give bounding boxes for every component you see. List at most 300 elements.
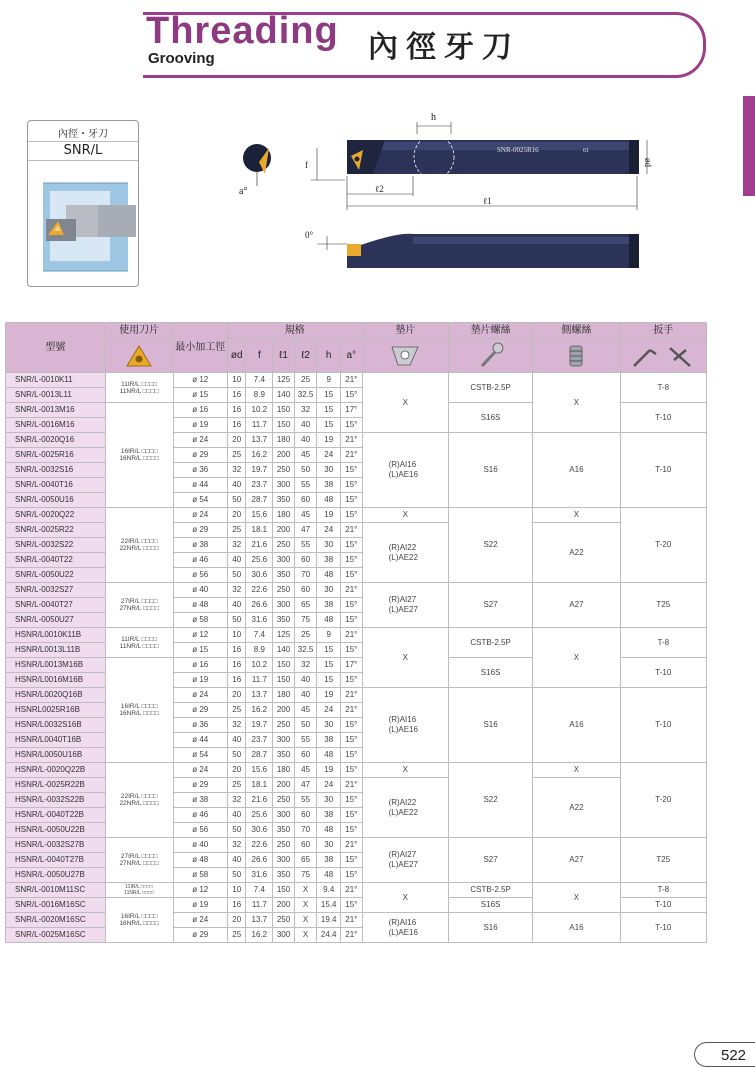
side-screw-cell: A22 [533, 778, 620, 838]
l1-cell: 350 [273, 493, 295, 508]
shim-cell: (R)AI27 (L)AE27 [362, 838, 448, 883]
f-cell: 8.9 [246, 643, 273, 658]
a-cell: 15° [341, 718, 363, 733]
shim-cell: (R)AI16 (L)AE16 [362, 433, 448, 508]
shim-cell: X [362, 508, 448, 523]
col-header-insert: 使用刀片 [105, 323, 173, 339]
h-cell: 15.4 [317, 898, 341, 913]
l1-cell: 150 [273, 658, 295, 673]
min-bore-cell: ø 12 [173, 628, 227, 643]
l2-cell: 55 [294, 733, 317, 748]
d-cell: 40 [227, 478, 246, 493]
d-cell: 20 [227, 763, 246, 778]
d-cell: 10 [227, 373, 246, 388]
h-cell: 30 [317, 718, 341, 733]
min-bore-cell: ø 15 [173, 643, 227, 658]
min-bore-cell: ø 15 [173, 388, 227, 403]
wrench-cell: T-10 [620, 433, 706, 508]
l1-cell: 350 [273, 868, 295, 883]
a-cell: 17° [341, 403, 363, 418]
d-cell: 40 [227, 553, 246, 568]
min-bore-cell: ø 29 [173, 703, 227, 718]
model-cell: SNR/L-0032S16 [6, 463, 106, 478]
shim-cell: X [362, 373, 448, 433]
min-bore-cell: ø 16 [173, 658, 227, 673]
l2-cell: 50 [294, 463, 317, 478]
wrench-cell: T-10 [620, 403, 706, 433]
shim-screw-cell: S16 [448, 688, 532, 763]
l1-cell: 180 [273, 433, 295, 448]
shim-screw-cell: S22 [448, 763, 532, 838]
h-cell: 24 [317, 703, 341, 718]
a-cell: 15° [341, 553, 363, 568]
d-cell: 50 [227, 613, 246, 628]
model-cell: HSNR/L-0050U27B [6, 868, 106, 883]
product-illustration [28, 161, 138, 286]
d-cell: 32 [227, 718, 246, 733]
l2-cell: 55 [294, 793, 317, 808]
h-cell: 15 [317, 403, 341, 418]
col-header-side-screw: 側螺絲 [533, 323, 620, 339]
model-cell: SNR/L-0032S27 [6, 583, 106, 598]
min-bore-cell: ø 54 [173, 748, 227, 763]
f-cell: 26.6 [246, 853, 273, 868]
model-cell: HSNR/L-0020Q22B [6, 763, 106, 778]
a-cell: 21° [341, 583, 363, 598]
model-cell: SNR/L-0020Q16 [6, 433, 106, 448]
a-cell: 15° [341, 463, 363, 478]
l2-cell: 65 [294, 598, 317, 613]
l1-cell: 140 [273, 388, 295, 403]
h-cell: 24 [317, 778, 341, 793]
product-code: SNR/L [28, 141, 138, 161]
model-cell: HSNR/L0013L11B [6, 643, 106, 658]
shim-screw-cell: S27 [448, 838, 532, 883]
l2-cell: 40 [294, 688, 317, 703]
table-row [6, 883, 707, 898]
l2-cell: 25 [294, 373, 317, 388]
shim-screw-cell: CSTB-2.5P [448, 628, 532, 658]
wrench-cell: T25 [620, 838, 706, 883]
col-header-wrench: 扳手 [620, 323, 706, 339]
a-cell: 21° [341, 448, 363, 463]
side-screw-cell: X [533, 628, 620, 688]
h-cell: 15 [317, 658, 341, 673]
model-cell: HSNR/L0050U16B [6, 748, 106, 763]
h-cell: 38 [317, 733, 341, 748]
min-bore-cell: ø 24 [173, 433, 227, 448]
l1-cell: 180 [273, 508, 295, 523]
a-cell: 15° [341, 538, 363, 553]
model-cell: HSNR/L0016M16B [6, 673, 106, 688]
h-cell: 15 [317, 673, 341, 688]
f-cell: 22.6 [246, 583, 273, 598]
min-bore-cell: ø 58 [173, 613, 227, 628]
insert-cell: 16IR/L □□□□ 16NR/L □□□□ [105, 898, 173, 943]
a-cell: 15° [341, 418, 363, 433]
a-cell: 15° [341, 613, 363, 628]
shim-cell: (R)AI16 (L)AE16 [362, 688, 448, 763]
shim-screw-cell: S16 [448, 433, 532, 508]
a-cell: 15° [341, 568, 363, 583]
page-title: Threading [146, 10, 339, 52]
a-cell: 15° [341, 853, 363, 868]
model-cell: SNR/L-0025M16SC [6, 928, 106, 943]
min-bore-cell: ø 38 [173, 793, 227, 808]
d-cell: 16 [227, 388, 246, 403]
min-bore-cell: ø 36 [173, 463, 227, 478]
min-bore-cell: ø 48 [173, 598, 227, 613]
shim-cell: X [362, 628, 448, 688]
col-header-h: h [317, 339, 341, 373]
f-cell: 21.6 [246, 538, 273, 553]
f-cell: 11.7 [246, 673, 273, 688]
l2-cell: X [294, 928, 317, 943]
h-cell: 15 [317, 643, 341, 658]
l2-cell: 60 [294, 808, 317, 823]
f-cell: 10.2 [246, 658, 273, 673]
l1-cell: 250 [273, 463, 295, 478]
shim-cell: (R)AI22 (L)AE22 [362, 778, 448, 838]
d-cell: 40 [227, 808, 246, 823]
model-cell: SNR/L-0016M16 [6, 418, 106, 433]
l2-cell: 40 [294, 433, 317, 448]
insert-cell: 11IR/L □□□□ 11NR/L □□□□ [105, 628, 173, 658]
h-cell: 24.4 [317, 928, 341, 943]
side-screw-cell: X [533, 763, 620, 778]
col-header-model: 型號 [6, 323, 106, 373]
f-cell: 13.7 [246, 688, 273, 703]
side-screw-cell: X [533, 883, 620, 913]
col-header-l2: ℓ2 [294, 339, 317, 373]
min-bore-cell: ø 56 [173, 823, 227, 838]
table-row [6, 838, 707, 853]
angle-a-label: a° [239, 186, 248, 197]
min-bore-cell: ø 12 [173, 373, 227, 388]
min-bore-cell: ø 16 [173, 403, 227, 418]
l2-cell: 60 [294, 553, 317, 568]
a-cell: 15° [341, 493, 363, 508]
l1-cell: 250 [273, 838, 295, 853]
l2-cell: 55 [294, 538, 317, 553]
d-cell: 32 [227, 793, 246, 808]
l2-cell: 65 [294, 853, 317, 868]
col-header-f: f [246, 339, 273, 373]
d-cell: 32 [227, 583, 246, 598]
f-cell: 16.2 [246, 448, 273, 463]
h-cell: 48 [317, 493, 341, 508]
f-cell: 19.7 [246, 463, 273, 478]
model-cell: SNR/L-0050U16 [6, 493, 106, 508]
dim-d-label: ød [643, 158, 653, 167]
model-cell: SNR/L-0013L11 [6, 388, 106, 403]
d-cell: 32 [227, 463, 246, 478]
h-cell: 30 [317, 583, 341, 598]
d-cell: 50 [227, 823, 246, 838]
min-bore-cell: ø 19 [173, 418, 227, 433]
a-cell: 21° [341, 703, 363, 718]
l1-cell: 200 [273, 778, 295, 793]
d-cell: 50 [227, 748, 246, 763]
a-cell: 15° [341, 643, 363, 658]
d-cell: 50 [227, 868, 246, 883]
a-cell: 21° [341, 373, 363, 388]
l1-cell: 350 [273, 748, 295, 763]
f-cell: 30.6 [246, 823, 273, 838]
dim-h-label: h [431, 112, 436, 123]
d-cell: 16 [227, 418, 246, 433]
product-card [27, 120, 139, 287]
h-cell: 30 [317, 463, 341, 478]
shim-screw-cell: S16S [448, 403, 532, 433]
page-number: 522 [694, 1042, 755, 1067]
l1-cell: 250 [273, 718, 295, 733]
h-cell: 9.4 [317, 883, 341, 898]
h-cell: 38 [317, 598, 341, 613]
d-cell: 25 [227, 523, 246, 538]
h-cell: 48 [317, 748, 341, 763]
shim-screw-cell: S27 [448, 583, 532, 628]
insert-cell: 22IR/L □□□□ 22NR/L □□□□ [105, 763, 173, 838]
a-cell: 21° [341, 928, 363, 943]
insert-cell: 27IR/L □□□□ 27NR/L □□□□ [105, 838, 173, 883]
min-bore-cell: ø 29 [173, 523, 227, 538]
wrench-cell: T-20 [620, 508, 706, 583]
side-screw-cell: A16 [533, 433, 620, 508]
l2-cell: 60 [294, 583, 317, 598]
min-bore-cell: ø 24 [173, 913, 227, 928]
a-cell: 17° [341, 658, 363, 673]
col-header-d: ød [227, 339, 246, 373]
l2-cell: 32.5 [294, 643, 317, 658]
shim-screw-cell: S16S [448, 898, 532, 913]
l2-cell: 60 [294, 838, 317, 853]
model-cell: HSNR/L-0032S27B [6, 838, 106, 853]
dim-l1-label: ℓ1 [483, 196, 492, 206]
model-cell: HSNR/L-0050U22B [6, 823, 106, 838]
l1-cell: 300 [273, 928, 295, 943]
h-cell: 19 [317, 763, 341, 778]
l1-cell: 125 [273, 628, 295, 643]
d-cell: 16 [227, 403, 246, 418]
l1-cell: 350 [273, 823, 295, 838]
shim-screw-cell: S16 [448, 913, 532, 943]
h-cell: 15 [317, 388, 341, 403]
l1-cell: 300 [273, 853, 295, 868]
l1-cell: 150 [273, 403, 295, 418]
l1-cell: 150 [273, 673, 295, 688]
wrench-cell: T-20 [620, 763, 706, 838]
a-cell: 15° [341, 508, 363, 523]
f-cell: 11.7 [246, 418, 273, 433]
table-row [6, 508, 707, 523]
f-cell: 21.6 [246, 793, 273, 808]
col-header-a: a° [341, 339, 363, 373]
f-cell: 15.6 [246, 763, 273, 778]
f-cell: 18.1 [246, 523, 273, 538]
f-cell: 7.4 [246, 883, 273, 898]
model-cell: SNR/L-0020M16SC [6, 913, 106, 928]
model-cell: SNR/L-0050U22 [6, 568, 106, 583]
a-cell: 21° [341, 628, 363, 643]
side-screw-cell: A16 [533, 688, 620, 763]
l1-cell: 300 [273, 478, 295, 493]
min-bore-cell: ø 36 [173, 718, 227, 733]
h-cell: 15 [317, 418, 341, 433]
l1-cell: 200 [273, 898, 295, 913]
f-cell: 10.2 [246, 403, 273, 418]
min-bore-cell: ø 24 [173, 688, 227, 703]
l2-cell: X [294, 913, 317, 928]
model-cell: HSNR/L0020Q16B [6, 688, 106, 703]
d-cell: 16 [227, 643, 246, 658]
f-cell: 7.4 [246, 628, 273, 643]
model-cell: HSNR/L-0025R22B [6, 778, 106, 793]
d-cell: 20 [227, 508, 246, 523]
tool-marking: SNR-0025R16 [497, 146, 539, 154]
f-cell: 26.6 [246, 598, 273, 613]
shim-cell: (R)AI22 (L)AE22 [362, 523, 448, 583]
l1-cell: 250 [273, 538, 295, 553]
insert-icon [105, 339, 173, 373]
min-bore-cell: ø 29 [173, 448, 227, 463]
model-cell: SNR/L-0050U27 [6, 613, 106, 628]
spec-table [5, 322, 707, 943]
h-cell: 38 [317, 553, 341, 568]
l2-cell: 60 [294, 748, 317, 763]
min-bore-cell: ø 40 [173, 838, 227, 853]
d-cell: 50 [227, 493, 246, 508]
a-cell: 21° [341, 838, 363, 853]
h-cell: 30 [317, 793, 341, 808]
l2-cell: 32 [294, 658, 317, 673]
shim-cell: (R)AI27 (L)AE27 [362, 583, 448, 628]
shim-icon [362, 339, 448, 373]
f-cell: 15.6 [246, 508, 273, 523]
model-cell: SNR/L-0013M16 [6, 403, 106, 418]
min-bore-cell: ø 40 [173, 583, 227, 598]
d-cell: 20 [227, 688, 246, 703]
f-cell: 31.6 [246, 868, 273, 883]
l1-cell: 350 [273, 568, 295, 583]
d-cell: 25 [227, 448, 246, 463]
model-cell: HSNR/L-0032S22B [6, 793, 106, 808]
min-bore-cell: ø 24 [173, 508, 227, 523]
a-cell: 15° [341, 763, 363, 778]
col-header-shim-screw: 墊片螺絲 [448, 323, 532, 339]
model-cell: HSNR/L-0040T27B [6, 853, 106, 868]
wrench-cell: T-10 [620, 898, 706, 913]
min-bore-cell: ø 46 [173, 808, 227, 823]
section-tab [743, 96, 755, 196]
wrench-cell: T-8 [620, 883, 706, 898]
model-cell: HSNR/L0013M16B [6, 658, 106, 673]
l2-cell: 47 [294, 778, 317, 793]
min-bore-cell: ø 29 [173, 928, 227, 943]
d-cell: 40 [227, 598, 246, 613]
h-cell: 9 [317, 373, 341, 388]
side-screw-cell: X [533, 508, 620, 523]
f-cell: 25.6 [246, 808, 273, 823]
a-cell: 15° [341, 733, 363, 748]
l1-cell: 300 [273, 598, 295, 613]
l1-cell: 150 [273, 883, 295, 898]
shim-cell: (R)AI16 (L)AE16 [362, 913, 448, 943]
col-header-spec: 規格 [227, 323, 362, 339]
col-header-min-bore: 最小加工徑 [173, 323, 227, 373]
min-bore-cell: ø 19 [173, 898, 227, 913]
side-screw-cell: A22 [533, 523, 620, 583]
page-title-cn: 內徑牙刀 [368, 30, 520, 65]
l2-cell: 45 [294, 508, 317, 523]
a-cell: 21° [341, 883, 363, 898]
model-cell: SNR/L-0020Q22 [6, 508, 106, 523]
wrench-cell: T-10 [620, 658, 706, 688]
f-cell: 11.7 [246, 898, 273, 913]
col-header-shim: 墊片 [362, 323, 448, 339]
f-cell: 31.6 [246, 613, 273, 628]
model-cell: SNR/L-0025R22 [6, 523, 106, 538]
l1-cell: 300 [273, 808, 295, 823]
min-bore-cell: ø 24 [173, 763, 227, 778]
insert-cell: 22IR/L □□□□ 22NR/L □□□□ [105, 508, 173, 583]
model-cell: HSNR/L0040T16B [6, 733, 106, 748]
l1-cell: 200 [273, 448, 295, 463]
tool-marking-2: 61 [583, 148, 589, 154]
model-cell: HSNR/L0032S16B [6, 718, 106, 733]
h-cell: 48 [317, 613, 341, 628]
model-cell: HSNRL0025R16B [6, 703, 106, 718]
l1-cell: 200 [273, 703, 295, 718]
l2-cell: 40 [294, 673, 317, 688]
l2-cell: 25 [294, 628, 317, 643]
l1-cell: 250 [273, 793, 295, 808]
l2-cell: 75 [294, 613, 317, 628]
l1-cell: 150 [273, 418, 295, 433]
l1-cell: 250 [273, 913, 295, 928]
min-bore-cell: ø 12 [173, 883, 227, 898]
shim-screw-cell: CSTB-2.5P [448, 883, 532, 898]
min-bore-cell: ø 38 [173, 538, 227, 553]
a-cell: 15° [341, 598, 363, 613]
d-cell: 25 [227, 928, 246, 943]
f-cell: 18.1 [246, 778, 273, 793]
l2-cell: 32 [294, 403, 317, 418]
l2-cell: X [294, 883, 317, 898]
model-cell: SNR/L-0016M16SC [6, 898, 106, 913]
wrench-cell: T-8 [620, 373, 706, 403]
side-screw-cell: A16 [533, 913, 620, 943]
insert-cell: 16IR/L □□□□ 16NR/L □□□□ [105, 403, 173, 508]
d-cell: 16 [227, 673, 246, 688]
f-cell: 13.7 [246, 913, 273, 928]
l1-cell: 125 [273, 373, 295, 388]
a-cell: 21° [341, 778, 363, 793]
l2-cell: 55 [294, 478, 317, 493]
insert-cell: 27IR/L □□□□ 27NR/L □□□□ [105, 583, 173, 628]
h-cell: 38 [317, 853, 341, 868]
shim-screw-cell: S22 [448, 508, 532, 583]
model-cell: HSNR/L0010K11B [6, 628, 106, 643]
d-cell: 25 [227, 778, 246, 793]
d-cell: 50 [227, 568, 246, 583]
d-cell: 25 [227, 703, 246, 718]
a-cell: 21° [341, 688, 363, 703]
l2-cell: 75 [294, 868, 317, 883]
h-cell: 48 [317, 868, 341, 883]
h-cell: 38 [317, 808, 341, 823]
wrench-cell: T25 [620, 583, 706, 628]
